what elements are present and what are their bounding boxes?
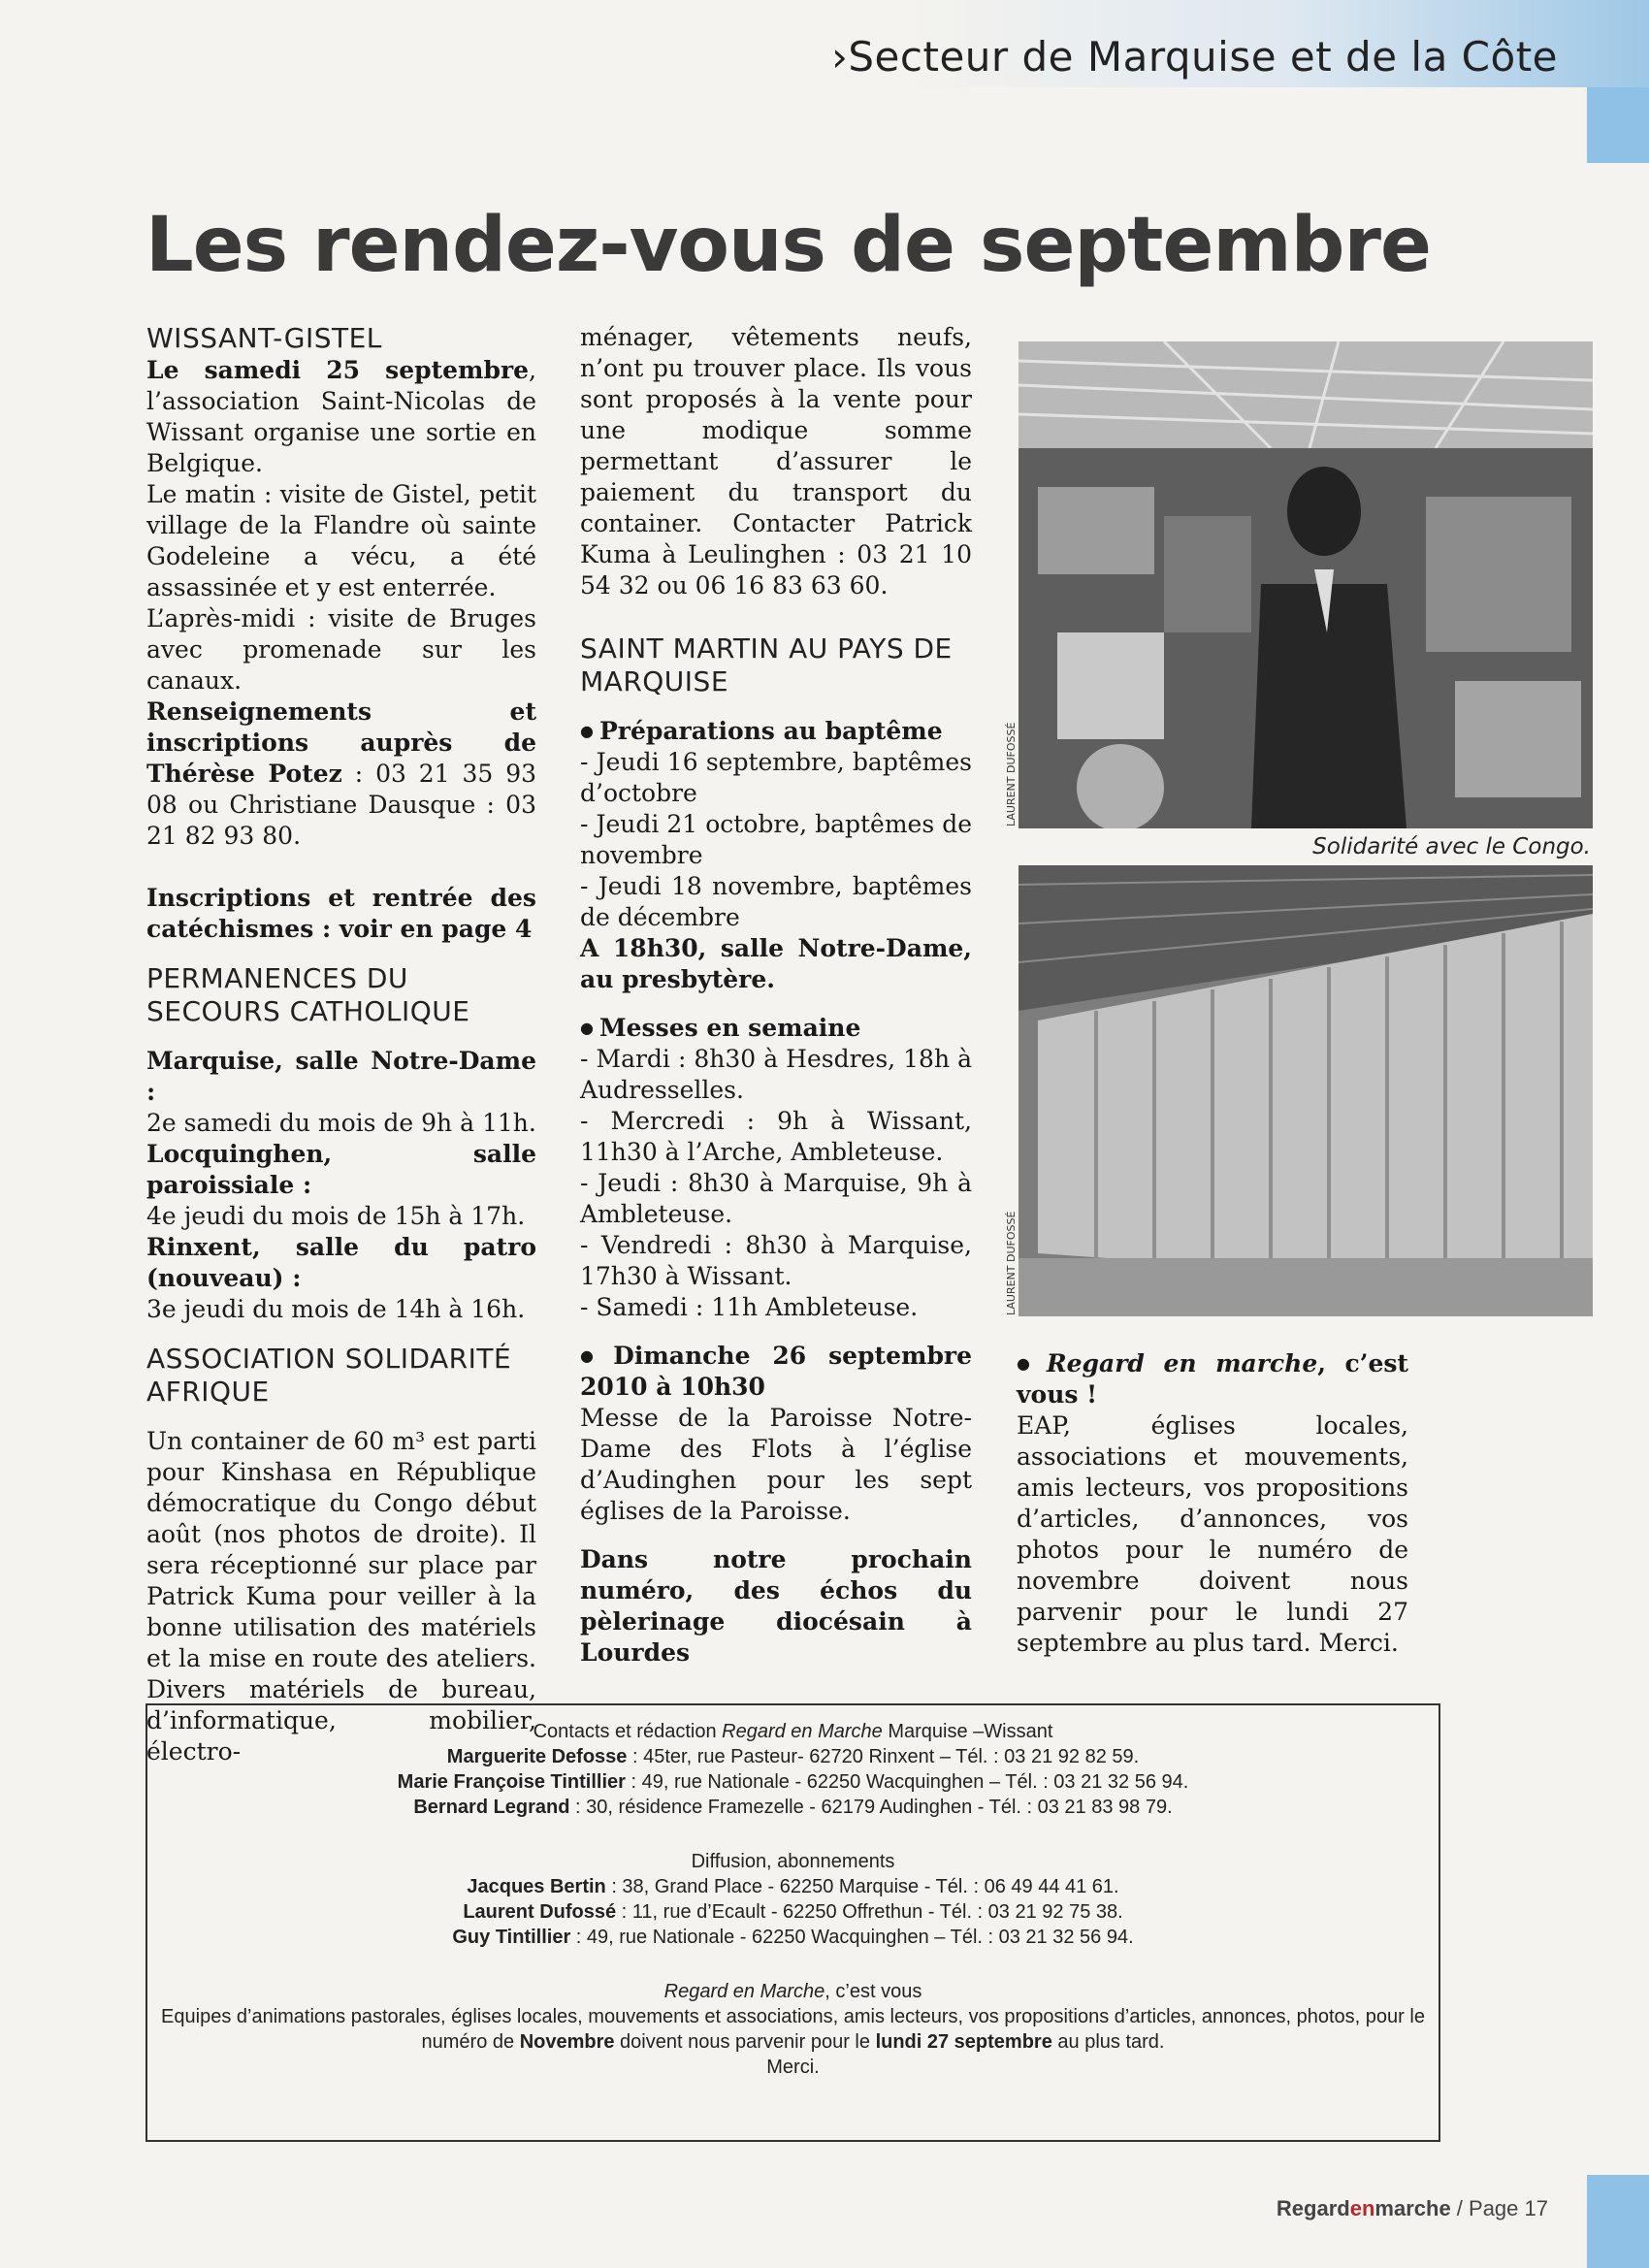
contact-name: Marie Françoise Tintillier [397, 1771, 626, 1793]
diffusion-name: Jacques Bertin [467, 1876, 606, 1897]
heading-dimanche: ● Dimanche 26 septembre 2010 à 10h30 [580, 1341, 972, 1403]
column-1 [146, 322, 536, 1767]
closing-text: doivent nous parvenir pour le [614, 2031, 876, 2053]
paragraph-regard-body: EAP, églises locales, associations et mouvements, amis lecteurs, vos propositions d’articles, d’annonces, vos photos pour le numéro de novembre doivent nous parvenir pour le lundi 27 septembre au plus tard. Merci. [1017, 1411, 1408, 1657]
column-2 [580, 322, 972, 1669]
diffusion-info: : 49, rue Nationale - 62250 Wacquinghen – Tél. : 03 21 32 56 94. [570, 1927, 1134, 1948]
contact-heading-title: Regard en Marche [722, 1721, 883, 1742]
messe-line: - Jeudi : 8h30 à Marquise, 9h à Ambleteuse. [580, 1169, 972, 1228]
contact-info: : 49, rue Nationale - 62250 Wacquinghen – Tél. : 03 21 32 56 94. [625, 1771, 1189, 1793]
heading-bapteme: ● Préparations au baptême [580, 716, 972, 747]
photo-container-illustration [1018, 865, 1593, 1316]
date-wissant: Le samedi 25 septembre [146, 356, 530, 384]
closing-rest: , c’est vous [824, 1981, 922, 2002]
closing-text: numéro de [421, 2031, 520, 2053]
footer-tab [1587, 2175, 1649, 2268]
contact-line [147, 1744, 1439, 1769]
bapteme-line: - Jeudi 18 novembre, baptêmes de décembre [580, 872, 972, 931]
diffusion-heading: Diffusion, abonnements [691, 1851, 895, 1872]
messe-line: - Samedi : 11h Ambleteuse. [580, 1293, 919, 1321]
heading-messes: ● Messes en semaine [580, 1013, 972, 1044]
contact-heading-pre: Contacts et rédaction [533, 1721, 723, 1742]
paragraph-dimanche: Messe de la Paroisse Notre-Dame des Flots à l’église d’Audinghen pour les sept églises de la Paroisse. [580, 1404, 972, 1525]
closing-line-2 [147, 2029, 1439, 2055]
messe-line: - Mardi : 8h30 à Hesdres, 18h à Audresselles. [580, 1045, 972, 1104]
closing-bold: Novembre [519, 2031, 615, 2053]
perm-locquinghen-title: Locquinghen, salle paroissiale : [146, 1140, 536, 1199]
contact-box [146, 1703, 1440, 2142]
text-wissant: , l’association Saint-Nicolas de Wissant organise une sortie en Belgique. [146, 356, 536, 477]
closing-title: Regard en Marche [663, 1981, 825, 2002]
diffusion-line [147, 1899, 1439, 1925]
heading-wissant: WISSANT-GISTEL [146, 322, 382, 354]
perm-locquinghen-time: 4e jeudi du mois de 15h à 17h. [146, 1202, 526, 1230]
diffusion-name: Laurent Dufossé [463, 1901, 617, 1923]
closing-merci: Merci. [766, 2057, 820, 2078]
page-title: Les rendez-vous de septembre [146, 202, 1431, 289]
section-header: ›Secteur de Marquise et de la Côte [831, 33, 1558, 81]
regard-lead-rest: , c’est vous ! [1017, 1349, 1408, 1409]
renseignements-bold: Renseignements et inscriptions auprès de Thérèse Potez [146, 697, 536, 788]
paragraph-matin: Le matin : visite de Gistel, petit village de la Flandre où sainte Godeleine a vécu, a été assassinée et y est enterrée. [146, 480, 536, 601]
photo-congo-warehouse [1018, 341, 1593, 828]
contact-name: Marguerite Defosse [446, 1746, 628, 1767]
footer-brand-regard: Regard [1276, 2196, 1350, 2220]
contact-info: : 30, résidence Framezelle - 62179 Audinghen - Tél. : 03 21 83 98 79. [569, 1797, 1173, 1818]
paragraph-prochain-numero: Dans notre prochain numéro, des échos du pèlerinage diocésain à Lourdes [580, 1545, 972, 1667]
closing-line-1: Equipes d’animations pastorales, églises locales, mouvements et associations, amis lecteurs, vos propositions d’articles, annonces, photos, pour le [161, 2006, 1425, 2027]
contact-heading [147, 1719, 1439, 1744]
paragraph-renseignements [146, 697, 536, 852]
photo-container [1018, 865, 1593, 1316]
paragraph-container-continued: ménager, vêtements neufs, n’ont pu trouver place. Ils vous sont proposés à la vente pour une modique somme permettant d’assurer le paiement du transport du container. Contacter Patrick Kuma à Leulinghen : 03 21 10 54 32 ou 06 16 83 63 60. [580, 323, 972, 599]
heading-permanences: PERMANENCES DU SECOURS CATHOLIQUE [146, 962, 470, 1027]
paragraph-regard-lead [1017, 1348, 1408, 1410]
header-tab [1587, 87, 1649, 163]
bapteme-line: - Jeudi 16 septembre, baptêmes d’octobre [580, 748, 972, 807]
footer-brand [1277, 2196, 1548, 2221]
bapteme-line: - Jeudi 21 octobre, baptêmes de novembre [580, 810, 972, 869]
heading-saint-martin: SAINT MARTIN AU PAYS DE MARQUISE [580, 632, 953, 697]
messe-line: - Mercredi : 9h à Wissant, 11h30 à l’Arche, Ambleteuse. [580, 1107, 972, 1166]
diffusion-info: : 11, rue d’Ecault - 62250 Offrethun - Tél. : 03 21 92 75 38. [616, 1901, 1123, 1923]
contact-line [147, 1795, 1439, 1820]
footer-brand-en: en [1349, 2196, 1375, 2220]
paragraph-catechismes: Inscriptions et rentrée des catéchismes : voir en page 4 [146, 884, 536, 943]
perm-marquise-title: Marquise, salle Notre-Dame : [146, 1047, 536, 1106]
closing-heading [147, 1979, 1439, 2004]
column-3 [1017, 1348, 1408, 1659]
paragraph-apresmidi: L’après-midi : visite de Bruges avec promenade sur les canaux. [146, 604, 536, 695]
contact-line [147, 1769, 1439, 1795]
renseignements-phones: : 03 21 35 93 08 ou Christiane Dausque : 03 21 82 93 80. [146, 760, 537, 850]
paragraph-wissant [146, 355, 536, 479]
diffusion-line [147, 1925, 1439, 1950]
diffusion-info: : 38, Grand Place - 62250 Marquise - Tél. : 06 49 44 41 61. [605, 1876, 1119, 1897]
footer-brand-marche: marche [1374, 2196, 1451, 2220]
contact-name: Bernard Legrand [413, 1797, 570, 1818]
diffusion-line [147, 1874, 1439, 1899]
diffusion-name: Guy Tintillier [452, 1927, 571, 1948]
messe-line: - Vendredi : 8h30 à Marquise, 17h30 à Wissant. [580, 1231, 972, 1290]
regard-lead-bold: ● Regard en marche [1017, 1349, 1317, 1377]
paragraph-container: Un container de 60 m³ est parti pour Kinshasa en République démocratique du Congo début août (nos photos de droite). Il sera réceptionné sur place par Patrick Kuma pour veiller à la bonne utilisation des matériels et la mise en route des ateliers. Divers matériels de bureau, d’informatique, mobilier, électro- [146, 1427, 536, 1766]
perm-rinxent-time: 3e jeudi du mois de 14h à 16h. [146, 1295, 526, 1323]
closing-bold: lundi 27 septembre [875, 2031, 1052, 2053]
photo-credit-2: LAURENT DUFOSSÉ [1005, 1211, 1018, 1315]
perm-rinxent-title: Rinxent, salle du patro (nouveau) : [146, 1233, 536, 1292]
photo-credit-1: LAURENT DUFOSSÉ [1005, 722, 1018, 826]
heading-association: ASSOCIATION SOLIDARITÉ AFRIQUE [146, 1343, 512, 1408]
perm-marquise-time: 2e samedi du mois de 9h à 11h. [146, 1109, 536, 1137]
bapteme-lieu: A 18h30, salle Notre-Dame, au presbytère. [580, 934, 972, 993]
contact-heading-post: Marquise –Wissant [882, 1721, 1053, 1742]
closing-text: au plus tard. [1051, 2031, 1165, 2053]
photo-warehouse-illustration [1018, 341, 1593, 828]
contact-info: : 45ter, rue Pasteur- 62720 Rinxent – Tél. : 03 21 92 82 59. [627, 1746, 1140, 1767]
footer-page-number: / Page 17 [1450, 2196, 1548, 2220]
photo-caption: Solidarité avec le Congo. [1312, 834, 1591, 859]
